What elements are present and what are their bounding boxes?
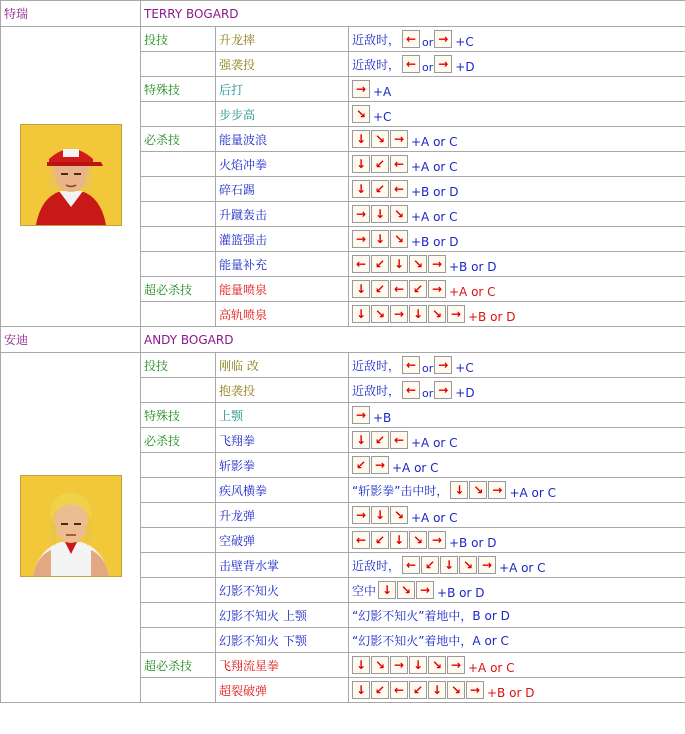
direction-arrow-icon: ↘ — [469, 481, 487, 499]
direction-arrow-icon: ↘ — [409, 531, 427, 549]
move-command — [349, 478, 685, 503]
command-sequence — [352, 403, 682, 427]
move-command — [349, 252, 685, 277]
move-category: 必杀技 — [141, 428, 216, 453]
direction-arrow-icon: ↘ — [371, 305, 389, 323]
button-input: +D — [455, 386, 475, 400]
move-command — [349, 378, 685, 403]
direction-arrow-icon: → — [390, 130, 408, 148]
move-list-body — [1, 1, 685, 703]
move-name: 空破弹 — [216, 528, 349, 553]
direction-arrow-icon: ↘ — [409, 255, 427, 273]
move-command — [349, 603, 685, 628]
move-name: 飞翔流星拳 — [216, 653, 349, 678]
direction-arrow-icon: → — [466, 681, 484, 699]
command-sequence — [352, 27, 682, 51]
direction-arrow-icon: ↓ — [440, 556, 458, 574]
button-input: +C — [373, 110, 392, 124]
button-input: +B or D — [468, 310, 516, 324]
command-sequence — [352, 127, 682, 151]
portrait-cell — [1, 27, 141, 327]
move-command — [349, 453, 685, 478]
or-label: or — [422, 60, 434, 74]
direction-arrow-icon: ↓ — [450, 481, 468, 499]
direction-arrow-icon: ↙ — [371, 681, 389, 699]
move-name: 抱袭投 — [216, 378, 349, 403]
direction-arrow-icon: → — [447, 305, 465, 323]
move-name: 刚临 改 — [216, 353, 349, 378]
direction-arrow-icon: ↙ — [371, 155, 389, 173]
direction-arrow-icon: ↓ — [390, 531, 408, 549]
command-condition: 近敌时， — [352, 32, 401, 47]
move-name: 强袭投 — [216, 52, 349, 77]
direction-arrow-icon: → — [434, 30, 452, 48]
or-label: or — [422, 361, 434, 375]
move-name: 碎石踢 — [216, 177, 349, 202]
move-command — [349, 678, 685, 703]
button-input: +B or D — [437, 586, 485, 600]
move-category: 必杀技 — [141, 127, 216, 152]
button-input: +C — [455, 35, 474, 49]
direction-arrow-icon: ↙ — [409, 280, 427, 298]
move-category — [141, 678, 216, 703]
direction-arrow-icon: ← — [352, 531, 370, 549]
direction-arrow-icon: ↙ — [421, 556, 439, 574]
direction-arrow-icon: → — [371, 456, 389, 474]
button-input: +A or C — [411, 511, 458, 525]
direction-arrow-icon: ← — [390, 280, 408, 298]
direction-arrow-icon: ↙ — [352, 456, 370, 474]
button-input: +A or C — [392, 461, 439, 475]
direction-arrow-icon: ↓ — [352, 681, 370, 699]
move-command — [349, 277, 685, 302]
button-input: +B or D — [449, 536, 497, 550]
direction-arrow-icon: ← — [402, 381, 420, 399]
button-input: +A or C — [411, 436, 458, 450]
direction-arrow-icon: ↙ — [409, 681, 427, 699]
move-command — [349, 628, 685, 653]
fighter-en-name: TERRY BOGARD — [141, 1, 685, 27]
fighter-header-row — [1, 327, 685, 353]
command-sequence — [352, 503, 682, 527]
command-sequence — [352, 202, 682, 226]
command-condition: 近敌时， — [352, 358, 401, 373]
command-condition: 空中 — [352, 583, 377, 598]
direction-arrow-icon: ↘ — [390, 205, 408, 223]
move-command — [349, 202, 685, 227]
direction-arrow-icon: → — [352, 506, 370, 524]
direction-arrow-icon: ← — [390, 180, 408, 198]
terry-portrait-icon — [20, 124, 122, 226]
command-sequence — [352, 302, 682, 326]
move-row — [1, 353, 685, 378]
command-sequence — [352, 553, 682, 577]
move-category — [141, 102, 216, 127]
direction-arrow-icon: ↓ — [352, 155, 370, 173]
direction-arrow-icon: → — [352, 230, 370, 248]
direction-arrow-icon: ← — [390, 431, 408, 449]
direction-arrow-icon: ↓ — [352, 431, 370, 449]
move-category — [141, 603, 216, 628]
move-command — [349, 102, 685, 127]
direction-arrow-icon: ↘ — [397, 581, 415, 599]
button-input: +A or C — [411, 210, 458, 224]
direction-arrow-icon: ↙ — [371, 180, 389, 198]
move-category — [141, 578, 216, 603]
direction-arrow-icon: ← — [390, 681, 408, 699]
move-category — [141, 553, 216, 578]
direction-arrow-icon: ↘ — [447, 681, 465, 699]
move-command — [349, 302, 685, 327]
direction-arrow-icon: → — [352, 205, 370, 223]
move-name: 步步高 — [216, 102, 349, 127]
command-sequence — [352, 227, 682, 251]
button-input: +B or D — [449, 260, 497, 274]
move-category — [141, 177, 216, 202]
fighter-header-row — [1, 1, 685, 27]
command-sequence — [352, 478, 682, 502]
direction-arrow-icon: ↘ — [371, 656, 389, 674]
portrait-cell — [1, 353, 141, 703]
move-command — [349, 553, 685, 578]
move-name: 击壁背水掌 — [216, 553, 349, 578]
direction-arrow-icon: → — [428, 280, 446, 298]
move-command — [349, 177, 685, 202]
move-command — [349, 528, 685, 553]
direction-arrow-icon: → — [352, 406, 370, 424]
button-input: +A — [373, 85, 392, 99]
move-command — [349, 227, 685, 252]
move-name: 灌篮强击 — [216, 227, 349, 252]
move-name: 高轨喷泉 — [216, 302, 349, 327]
command-sequence — [352, 378, 682, 402]
direction-arrow-icon: ↘ — [371, 130, 389, 148]
command-sequence — [352, 428, 682, 452]
direction-arrow-icon: → — [434, 55, 452, 73]
command-sequence — [352, 353, 682, 377]
direction-arrow-icon: → — [428, 531, 446, 549]
move-command — [349, 353, 685, 378]
fighter-cn-name: 安迪 — [1, 327, 141, 353]
direction-arrow-icon: ↙ — [371, 531, 389, 549]
move-command — [349, 27, 685, 52]
move-name: 飞翔拳 — [216, 428, 349, 453]
direction-arrow-icon: → — [488, 481, 506, 499]
direction-arrow-icon: ↘ — [459, 556, 477, 574]
direction-arrow-icon: ↓ — [371, 506, 389, 524]
move-name: 火焰冲拳 — [216, 152, 349, 177]
move-category — [141, 628, 216, 653]
command-sequence — [352, 277, 682, 301]
move-command — [349, 653, 685, 678]
direction-arrow-icon: ← — [390, 155, 408, 173]
move-category — [141, 52, 216, 77]
direction-arrow-icon: → — [352, 80, 370, 98]
command-condition: “幻影不知火”着地中，A or C — [352, 633, 509, 648]
move-category: 投技 — [141, 27, 216, 52]
move-category: 超必杀技 — [141, 653, 216, 678]
move-category — [141, 252, 216, 277]
direction-arrow-icon: ← — [402, 556, 420, 574]
move-command — [349, 428, 685, 453]
button-input: +B or D — [411, 185, 459, 199]
direction-arrow-icon: → — [416, 581, 434, 599]
command-condition: 近敌时， — [352, 383, 401, 398]
direction-arrow-icon: ↓ — [378, 581, 396, 599]
button-input: +A or C — [411, 135, 458, 149]
andy-portrait-icon — [20, 475, 122, 577]
move-command — [349, 127, 685, 152]
move-category: 特殊技 — [141, 77, 216, 102]
direction-arrow-icon: ↓ — [352, 180, 370, 198]
move-command — [349, 503, 685, 528]
move-category — [141, 302, 216, 327]
button-input: +A or C — [468, 661, 515, 675]
button-input: +B or D — [487, 686, 535, 700]
move-category — [141, 152, 216, 177]
move-name: 斩影拳 — [216, 453, 349, 478]
direction-arrow-icon: → — [478, 556, 496, 574]
command-sequence — [352, 653, 682, 677]
direction-arrow-icon: ↘ — [390, 506, 408, 524]
move-category: 特殊技 — [141, 403, 216, 428]
move-name: 能量补充 — [216, 252, 349, 277]
command-sequence — [352, 528, 682, 552]
direction-arrow-icon: ↘ — [390, 230, 408, 248]
move-name: 能量喷泉 — [216, 277, 349, 302]
direction-arrow-icon: ↓ — [352, 130, 370, 148]
move-name: 上颚 — [216, 403, 349, 428]
move-category — [141, 378, 216, 403]
move-name: 后打 — [216, 77, 349, 102]
move-row — [1, 27, 685, 52]
button-input: +B or D — [411, 235, 459, 249]
move-name: 幻影不知火 — [216, 578, 349, 603]
move-name: 能量波浪 — [216, 127, 349, 152]
command-sequence — [352, 152, 682, 176]
move-command — [349, 152, 685, 177]
command-sequence — [352, 52, 682, 76]
fighter-en-name: ANDY BOGARD — [141, 327, 685, 353]
move-category: 超必杀技 — [141, 277, 216, 302]
command-sequence — [352, 578, 682, 602]
move-category — [141, 453, 216, 478]
direction-arrow-icon: → — [434, 356, 452, 374]
direction-arrow-icon: ↓ — [428, 681, 446, 699]
button-input: +A or C — [449, 285, 496, 299]
move-command — [349, 403, 685, 428]
move-name: 升龙弹 — [216, 503, 349, 528]
button-input: +B — [373, 411, 392, 425]
move-name: 幻影不知火 下颚 — [216, 628, 349, 653]
direction-arrow-icon: ↓ — [409, 656, 427, 674]
command-condition: 近敌时， — [352, 57, 401, 72]
command-sequence — [352, 102, 682, 126]
direction-arrow-icon: ↓ — [390, 255, 408, 273]
command-sequence — [352, 252, 682, 276]
move-command — [349, 52, 685, 77]
move-name: 幻影不知火 上颚 — [216, 603, 349, 628]
command-sequence — [352, 603, 682, 627]
move-category — [141, 503, 216, 528]
move-name: 超裂破弹 — [216, 678, 349, 703]
direction-arrow-icon: ↓ — [371, 230, 389, 248]
command-condition: “幻影不知火”着地中，B or D — [352, 608, 510, 623]
button-input: +C — [455, 361, 474, 375]
move-name: 升龙摔 — [216, 27, 349, 52]
direction-arrow-icon: ↘ — [352, 105, 370, 123]
move-category — [141, 478, 216, 503]
fighter-cn-name: 特瑞 — [1, 1, 141, 27]
button-input: +A or C — [411, 160, 458, 174]
direction-arrow-icon: ↘ — [428, 305, 446, 323]
or-label: or — [422, 35, 434, 49]
command-condition: 近敌时， — [352, 558, 401, 573]
direction-arrow-icon: ↓ — [371, 205, 389, 223]
direction-arrow-icon: → — [447, 656, 465, 674]
move-category — [141, 202, 216, 227]
or-label: or — [422, 386, 434, 400]
button-input: +A or C — [509, 486, 556, 500]
direction-arrow-icon: → — [434, 381, 452, 399]
direction-arrow-icon: ← — [352, 255, 370, 273]
direction-arrow-icon: ↓ — [409, 305, 427, 323]
move-category: 投技 — [141, 353, 216, 378]
move-category — [141, 528, 216, 553]
command-sequence — [352, 453, 682, 477]
direction-arrow-icon: ↘ — [428, 656, 446, 674]
move-command — [349, 578, 685, 603]
direction-arrow-icon: → — [390, 656, 408, 674]
button-input: +A or C — [499, 561, 546, 575]
direction-arrow-icon: ← — [402, 356, 420, 374]
command-sequence — [352, 678, 682, 702]
button-input: +D — [455, 60, 475, 74]
direction-arrow-icon: ← — [402, 30, 420, 48]
direction-arrow-icon: ↓ — [352, 280, 370, 298]
direction-arrow-icon: → — [428, 255, 446, 273]
direction-arrow-icon: ↓ — [352, 656, 370, 674]
command-sequence — [352, 77, 682, 101]
direction-arrow-icon: ↙ — [371, 280, 389, 298]
direction-arrow-icon: ↙ — [371, 255, 389, 273]
direction-arrow-icon: ↙ — [371, 431, 389, 449]
command-condition: “斩影拳”击中时， — [352, 483, 449, 498]
move-category — [141, 227, 216, 252]
move-name: 升蹴轰击 — [216, 202, 349, 227]
command-sequence — [352, 177, 682, 201]
move-command — [349, 77, 685, 102]
direction-arrow-icon: ← — [402, 55, 420, 73]
command-sequence — [352, 628, 682, 652]
direction-arrow-icon: ↓ — [352, 305, 370, 323]
direction-arrow-icon: → — [390, 305, 408, 323]
move-name: 疾风横拳 — [216, 478, 349, 503]
